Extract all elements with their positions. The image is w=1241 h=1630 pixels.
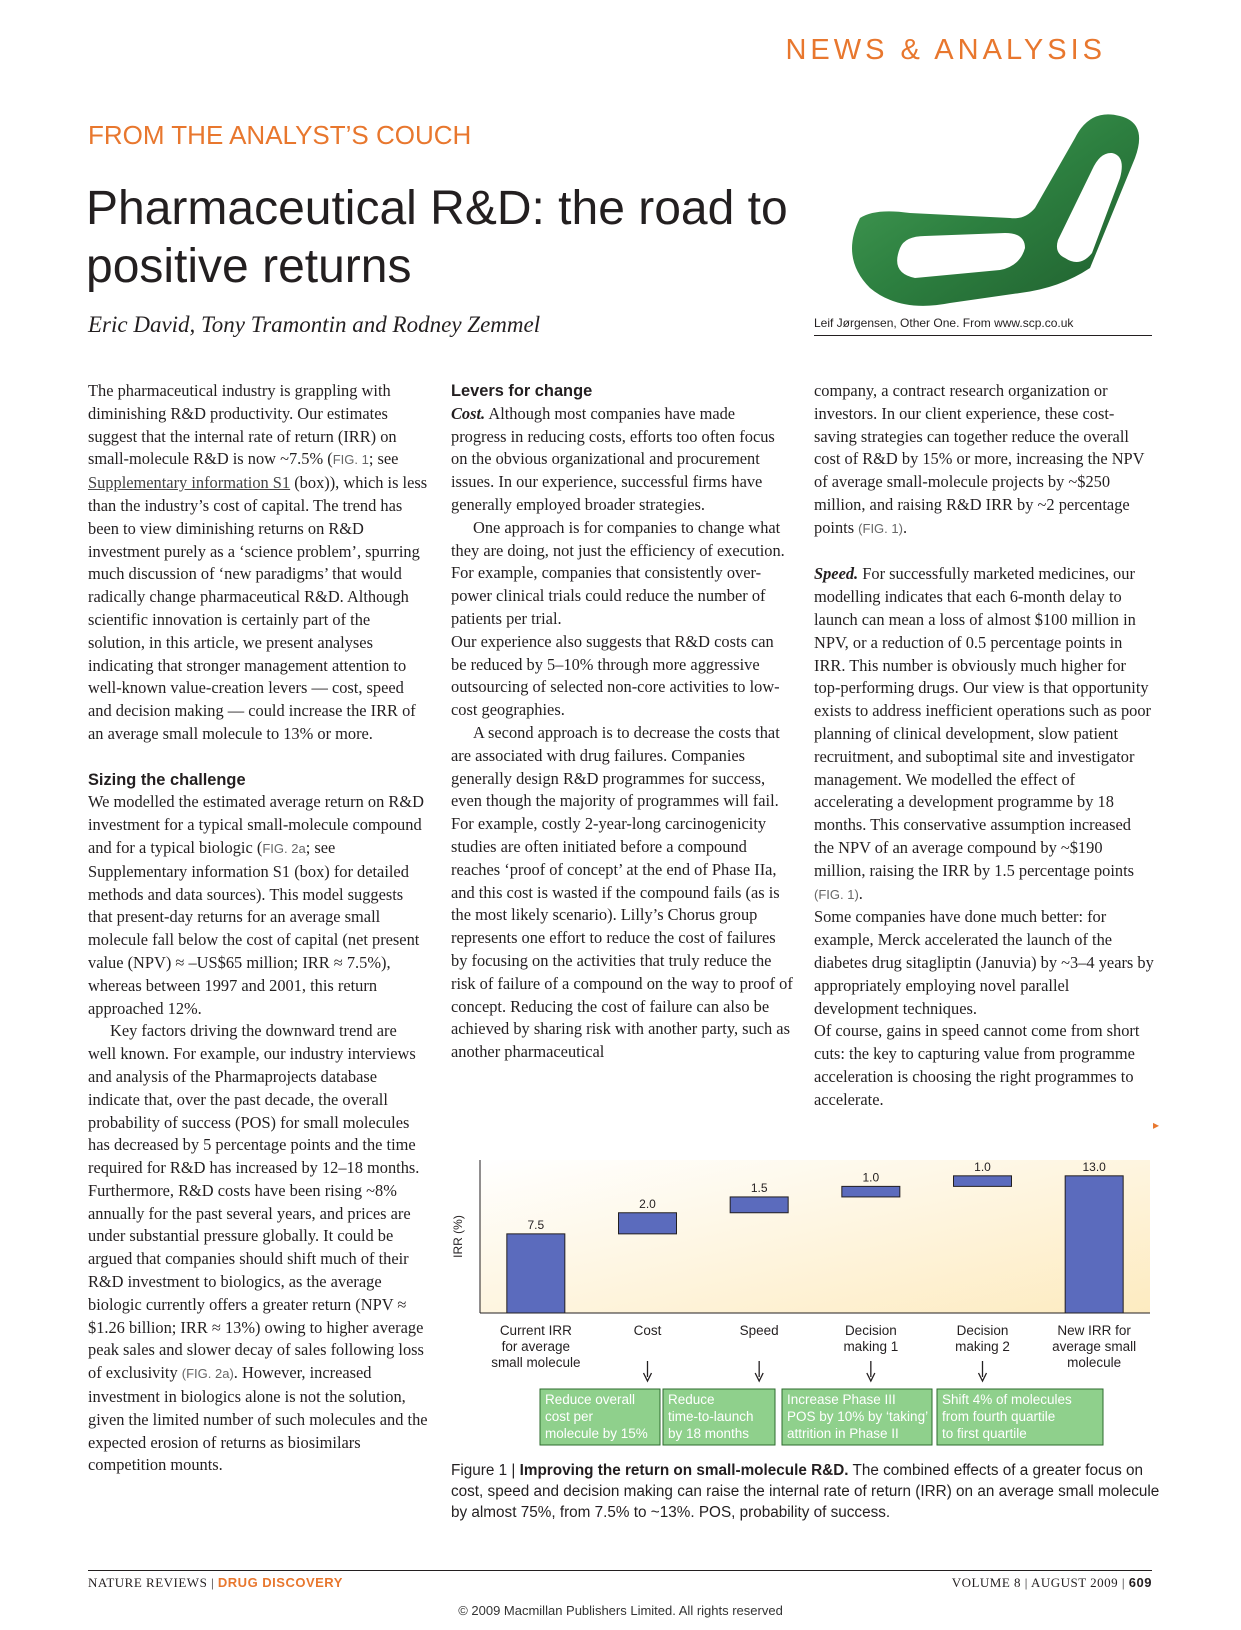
column-3	[814, 380, 1154, 1112]
bar-0	[507, 1234, 565, 1313]
journal-name: DRUG DISCOVERY	[217, 1575, 343, 1590]
footer-volume: VOLUME 8 | AUGUST 2009 | 609	[951, 1575, 1152, 1590]
speed-lead-in: Speed.	[814, 564, 859, 584]
continue-arrow-icon: ▸	[1153, 1118, 1160, 1132]
bar-5	[1065, 1176, 1123, 1313]
category-label-3: Decision	[844, 1323, 897, 1338]
lever-box-text-0: cost per	[545, 1409, 594, 1424]
data-label-3: 1.0	[862, 1170, 880, 1185]
chair-illustration	[830, 108, 1160, 318]
authors: Eric David, Tony Tramontin and Rodney Zemmel	[88, 312, 541, 337]
category-label-1: Cost	[633, 1323, 662, 1338]
lever-box-text-2: POS by 10% by ‘taking’	[787, 1409, 929, 1424]
figure-ref[interactable]: (FIG. 2a)	[181, 1366, 234, 1382]
lever-box-text-2: attrition in Phase II	[787, 1426, 899, 1441]
caption-text: The combined effects of a greater focus on cost, speed and decision making can raise the internal rate of return (IRR) on an average small molecule by almost 75%, from 7.5% to ~13%. POS, probability of success.	[451, 1462, 1160, 1521]
category-label-0: for average	[501, 1339, 570, 1354]
lever-box-text-1: Reduce	[668, 1392, 715, 1407]
category-label-5: molecule	[1067, 1355, 1122, 1370]
data-label-4: 1.0	[974, 1159, 991, 1174]
lever-box-text-0: molecule by 15%	[545, 1426, 648, 1441]
lever-box-text-3: from fourth quartile	[942, 1409, 1056, 1424]
category-label-0: Current IRR	[499, 1323, 572, 1338]
caption-label: Figure 1 |	[451, 1462, 520, 1479]
category-label-4: Decision	[956, 1323, 1009, 1338]
footer-journal: NATURE REVIEWS | DRUG DISCOVERY	[88, 1575, 343, 1590]
data-label-1: 2.0	[639, 1196, 656, 1211]
paragraph: Our experience also suggests that R&D costs can be reduced by 5–10% through more aggressive outsourcing of selected non-core activities to low-cost geographies.	[451, 631, 780, 720]
bar-1	[619, 1213, 677, 1234]
column-2	[451, 380, 793, 1064]
figure-ref[interactable]: (FIG. 1)	[814, 886, 859, 902]
bar-3	[842, 1186, 900, 1197]
paragraph: We modelled the estimated average return on R&D investment for a typical small-molecule compound and for a typical biologic (FIG. 2a; see Supplementary information S1 (box) for detailed methods and data sources). This model suggests that present-day returns for an average small molecule fall below the cost of capital (net present value (NPV) ≈ –US$65 million; IRR ≈ 7.5%), whereas between 1997 and 2001, this return approached 12%.	[88, 792, 424, 1018]
lever-box-text-2: Increase Phase III	[787, 1392, 896, 1407]
data-label-2: 1.5	[750, 1180, 768, 1195]
figure-ref[interactable]: FIG. 1	[332, 452, 369, 468]
paragraph: A second approach is to decrease the costs that are associated with drug failures. Companies generally design R&D programmes for success, even though the majority of programmes will fail. For example, costly 2-year-long carcinogenicity studies are often initiated before a compound reaches ‘proof of concept’ at the end of Phase IIa, and this cost is wasted if the compound fails (as is the most likely scenario). Lilly’s Chorus group represents one effort to reduce the cost of failures by focusing on the activities that truly reduce the risk of failure of a compound on the way to proof of concept. Reducing the cost of failure can also be achieved by sharing risk with another party, such as another pharmaceutical	[451, 722, 793, 1062]
bar-2	[730, 1197, 788, 1213]
page-number: 609	[1128, 1575, 1152, 1590]
paragraph: Cost. Although most companies have made progress in reducing costs, efforts too often focus on the obvious organizational and procurement issues. In our experience, successful firms have generally employed broader strategies.	[451, 403, 775, 514]
lever-box-text-3: Shift 4% of molecules	[942, 1392, 1072, 1407]
lever-box-text-1: time-to-launch	[668, 1409, 754, 1424]
category-label-3: making 1	[843, 1339, 899, 1354]
section-tag: NEWS & ANALYSIS	[785, 34, 1106, 66]
category-label-5: New IRR for	[1057, 1323, 1131, 1338]
category-label-2: Speed	[739, 1323, 779, 1338]
caption-title: Improving the return on small-molecule R&D.	[519, 1462, 849, 1479]
paragraph: Speed. For successfully marketed medicines, our modelling indicates that each 6-month delay to launch can mean a loss of almost $100 million in NPV, or a reduction of 0.5 percentage points in IRR. This number is obviously much higher for top-performing drugs. Our view is that opportunity exists to address inefficient operations such as poor planning of clinical development, slow patient recruitment, and suboptimal site and investigator management. We modelled the effect of accelerating a development programme by 18 months. This conservative assumption increased the NPV of an average compound by ~$190 million, raising the IRR by 1.5 percentage points (FIG. 1).	[814, 564, 1151, 903]
category-label-4: making 2	[955, 1339, 1010, 1354]
footer-rule	[88, 1570, 1152, 1571]
supplementary-link[interactable]: Supplementary information S1	[88, 473, 291, 493]
paragraph: One approach is for companies to change what they are doing, not just the efficiency of execution. For example, companies that consistently over-power clinical trials could reduce the number of patients per trial.	[451, 517, 785, 628]
image-credit: Leif Jørgensen, Other One. From www.scp.co.uk	[814, 316, 1074, 330]
waterfall-chart	[445, 1155, 1165, 1455]
article-title: Pharmaceutical R&D: the road to positive returns	[86, 182, 788, 293]
copyright: © 2009 Macmillan Publishers Limited. All rights reserved	[458, 1603, 783, 1618]
category-label-5: average small	[1052, 1339, 1137, 1354]
paragraph: company, a contract research organization or investors. In our client experience, these cost-saving strategies can together reduce the overall cost of R&D by 15% or more, increasing the NPV of average small-molecule projects by ~$250 million, and raising R&D IRR by ~2 percentage points (FIG. 1).	[814, 381, 1145, 537]
paragraph: Some companies have done much better: for example, Merck accelerated the launch of the diabetes drug sitagliptin (Januvia) by ~3–4 years by appropriately employing novel parallel development techniques.	[814, 907, 1154, 1018]
lever-box-text-3: to first quartile	[942, 1426, 1027, 1441]
plot-background	[480, 1160, 1150, 1313]
paragraph: The pharmaceutical industry is grappling with diminishing R&D productivity. Our estimates suggest that the internal rate of return (IRR) on small-molecule R&D is now ~7.5% (FIG. 1; see Supplementary information S1 (box)), which is less than the industry’s cost of capital. The trend has been to view diminishing returns on R&D investment purely as a ‘science problem’, spurring much discussion of ‘new paradigms’ that would radically change pharmaceutical R&D. Although scientific innovation is certainly part of the solution, in this article, we present analyses indicating that stronger management attention to well-known value-creation levers — cost, speed and decision making — could increase the IRR of an average small molecule to 13% or more.	[88, 381, 428, 743]
lever-box-text-1: by 18 months	[668, 1426, 750, 1441]
y-axis-label: IRR (%)	[451, 1215, 465, 1258]
kicker: FROM THE ANALYST’S COUCH	[88, 120, 472, 150]
figure-ref[interactable]: (FIG. 1)	[858, 520, 903, 536]
figure-caption	[451, 1460, 1161, 1523]
column-1	[88, 380, 428, 1477]
data-label-5: 13.0	[1082, 1159, 1106, 1174]
credit-rule	[814, 335, 1152, 336]
bar-4	[954, 1176, 1012, 1187]
figure-ref[interactable]: FIG. 2a	[262, 840, 306, 856]
cost-lead-in: Cost.	[451, 403, 486, 423]
category-label-0: small molecule	[491, 1355, 581, 1370]
paragraph: Of course, gains in speed cannot come from short cuts: the key to capturing value from programme acceleration is choosing the right programmes to accelerate.	[814, 1021, 1140, 1109]
subheading-levers: Levers for change	[451, 382, 593, 400]
data-label-0: 7.5	[527, 1217, 545, 1232]
subheading-sizing: Sizing the challenge	[88, 770, 246, 789]
lever-box-text-0: Reduce overall	[545, 1392, 636, 1407]
paragraph: Key factors driving the downward trend are well known. For example, our industry interviews and analysis of the Pharmaprojects database indicate that, over the past decade, the overall probability of success (POS) for small molecules has decreased by 5 percentage points and the time required for R&D has increased by 12–18 months. Furthermore, R&D costs have been rising ~8% annually for the past several years, and prices are under substantial pressure globally. It could be argued that companies should shift much of their R&D investment to biologics, as the average biologic currently offers a greater return (NPV ≈ $1.26 billion; IRR ≈ 13%) owing to higher average peak sales and slower decay of sales following loss of exclusivity (FIG. 2a). However, increased investment in biologics alone is not the solution, given the limited number of such molecules and the expected erosion of returns as biosimilars competition mounts.	[88, 1021, 428, 1475]
